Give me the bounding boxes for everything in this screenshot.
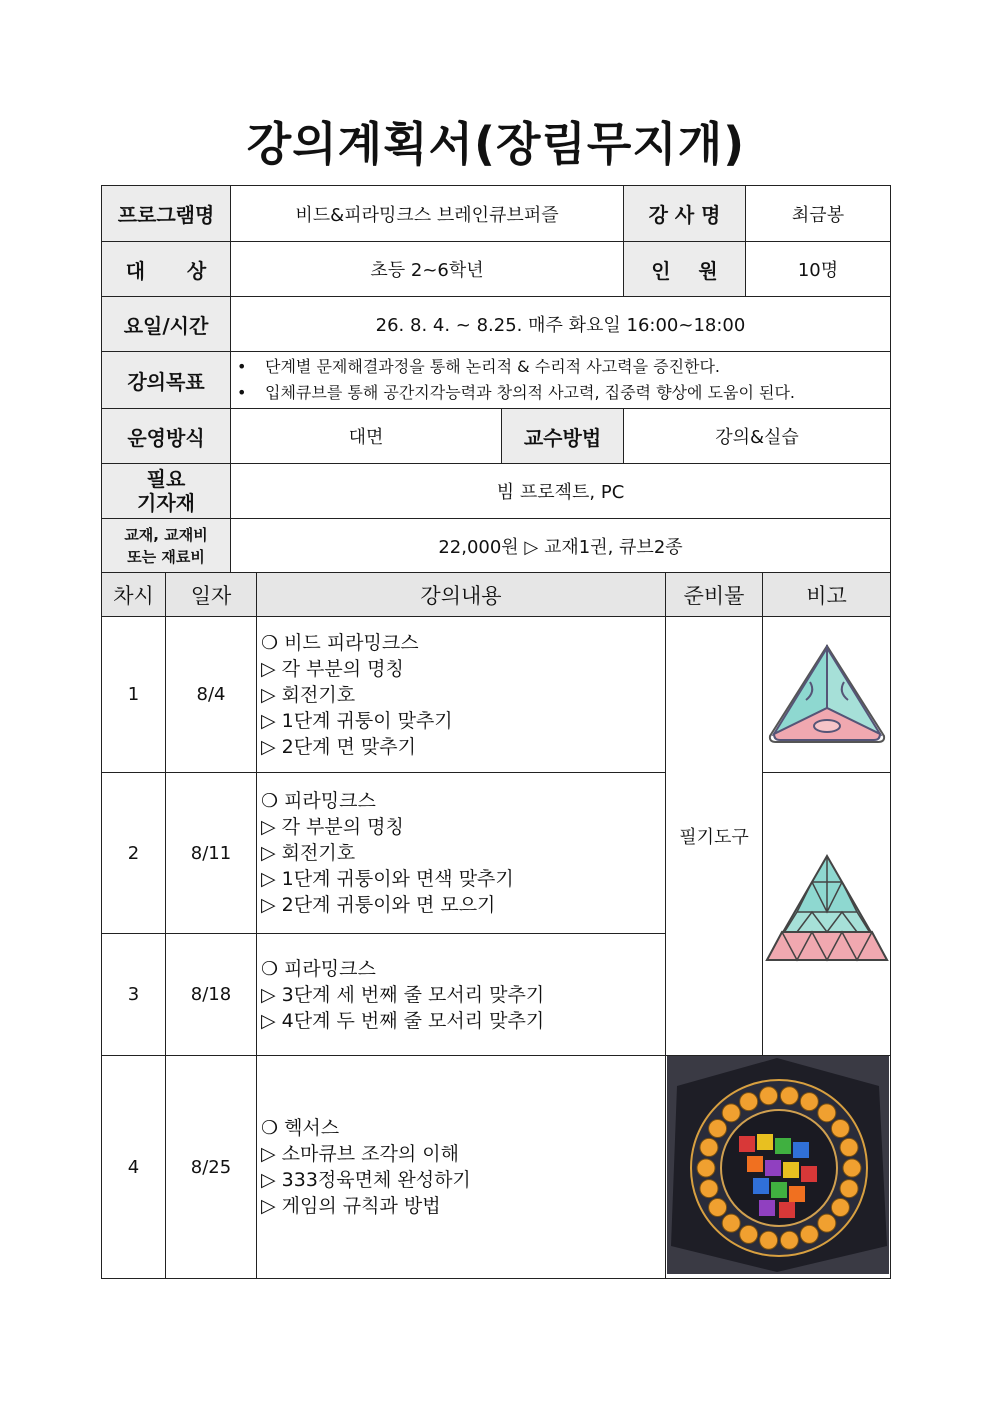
session-date: 8/18 <box>166 934 257 1056</box>
teacher-label: 강 사 명 <box>624 186 746 242</box>
table-row <box>102 773 891 934</box>
document-title: 강의계획서(장림무지개) <box>246 117 746 171</box>
col-header-prep: 준비물 <box>666 573 763 617</box>
session-date: 8/25 <box>166 1056 257 1279</box>
session-number: 3 <box>102 934 166 1056</box>
program-label: 프로그램명 <box>102 186 231 242</box>
session-date: 8/4 <box>166 617 257 773</box>
session-date: 8/11 <box>166 773 257 934</box>
session-number: 1 <box>102 617 166 773</box>
capacity-label: 인 원 <box>624 242 746 297</box>
schedule-table <box>101 572 891 1279</box>
info-table <box>101 185 891 574</box>
schedule-label: 요일/시간 <box>102 297 231 352</box>
prep-materials: 필기도구 <box>666 617 763 1056</box>
method-value: 대면 <box>231 409 502 464</box>
equipment-label: 필요 기자재 <box>102 464 231 519</box>
target-value: 초등 2~6학년 <box>231 242 624 297</box>
material-label: 교재, 교재비 또는 재료비 <box>102 519 231 574</box>
col-header-note: 비고 <box>763 573 891 617</box>
hexus-game-image <box>666 1056 891 1279</box>
col-header-session: 차시 <box>102 573 166 617</box>
session-content: ❍ 비드 피라밍크스 ▷ 각 부분의 명칭 ▷ 회전기호 ▷ 1단계 귀퉁이 맞추기 ▷ 2단계 면 맞추기 <box>257 617 666 773</box>
bead-pyraminx-image <box>763 617 891 773</box>
session-content: ❍ 헥서스 ▷ 소마큐브 조각의 이해 ▷ 333정육면체 완성하기 ▷ 게임의 규칙과 방법 <box>257 1056 666 1279</box>
material-value: 22,000원 ▷ 교재1권, 큐브2종 <box>231 519 891 574</box>
table-row <box>102 617 891 773</box>
session-content: ❍ 피라밍크스 ▷ 각 부분의 명칭 ▷ 회전기호 ▷ 1단계 귀퉁이와 면색 맞추기 ▷ 2단계 귀퉁이와 면 모으기 <box>257 773 666 934</box>
goal-list <box>231 352 891 409</box>
program-name: 비드&피라밍크스 브레인큐브퍼즐 <box>231 186 624 242</box>
equipment-value: 빔 프로젝트, PC <box>231 464 891 519</box>
goal-item: • 입체큐브를 통해 공간지각능력과 창의적 사고력, 집중력 향상에 도움이 된다. <box>237 383 795 402</box>
method-label: 운영방식 <box>102 409 231 464</box>
session-content: ❍ 피라밍크스 ▷ 3단계 세 번째 줄 모서리 맞추기 ▷ 4단계 두 번째 줄 모서리 맞추기 <box>257 934 666 1056</box>
teacher-name: 최금봉 <box>746 186 891 242</box>
col-header-content: 강의내용 <box>257 573 666 617</box>
session-number: 2 <box>102 773 166 934</box>
target-label: 대 상 <box>102 242 231 297</box>
pyraminx-image <box>763 773 891 1056</box>
table-row <box>102 1056 891 1279</box>
capacity-value: 10명 <box>746 242 891 297</box>
schedule-value: 26. 8. 4. ~ 8.25. 매주 화요일 16:00~18:00 <box>231 297 891 352</box>
session-number: 4 <box>102 1056 166 1279</box>
col-header-date: 일자 <box>166 573 257 617</box>
goal-label: 강의목표 <box>102 352 231 409</box>
goal-item: • 단계별 문제해결과정을 통해 논리적 & 수리적 사고력을 증진한다. <box>237 357 721 376</box>
teaching-label: 교수방법 <box>502 409 624 464</box>
teaching-value: 강의&실습 <box>624 409 891 464</box>
